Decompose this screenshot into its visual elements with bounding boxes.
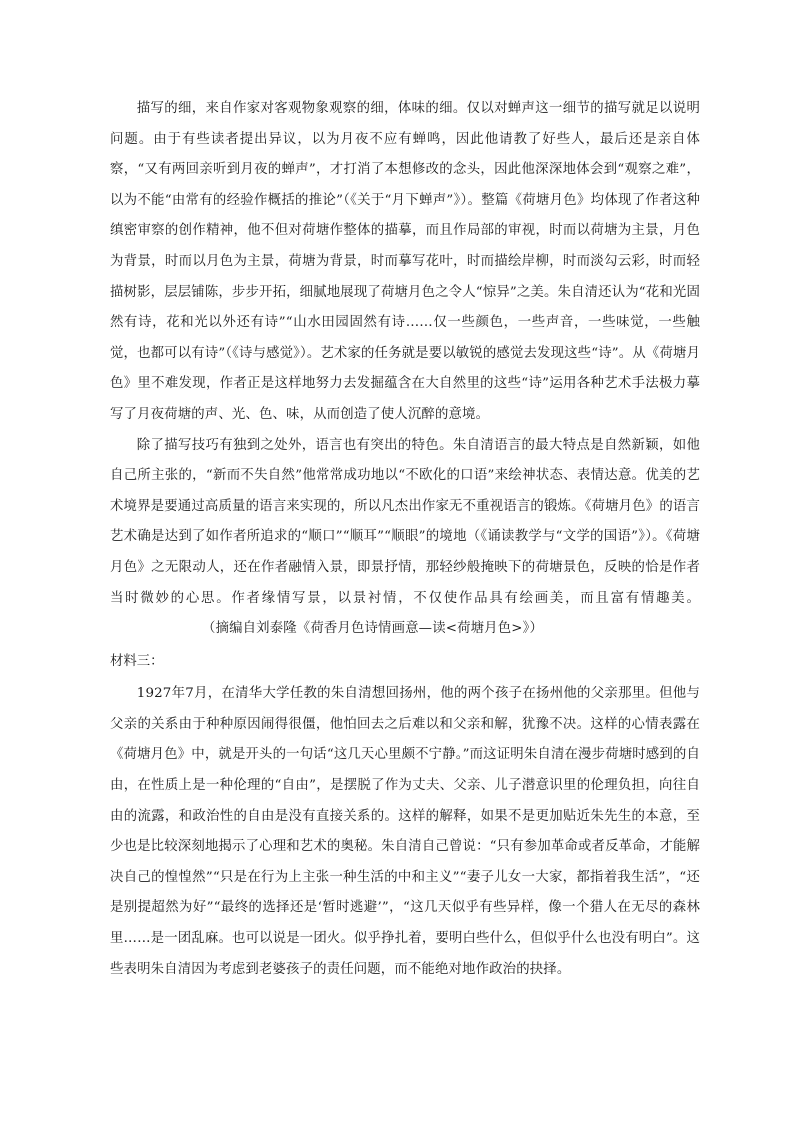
material-2-paragraph-1: 描写的细，来自作家对客观物象观察的细，体味的细。仅以对蝉声这一细节的描写就足以说明问题。由于有些读者提出异议，以为月夜不应有蝉鸣，因此他请教了好些人，最后还是亲自体察，“又有两回亲听到月夜的蝉声”，才打消了本想修改的念头，因此他深深地体会到“观察之难”，以为不能“由常有的经验作概括的推论”（《关于“月下蝉声”》）。整篇《荷塘月色》均体现了作者这种缜密审察的创作精神，他不但对荷塘作整体的描摹，而且作局部的审视，时而以荷塘为主景，月色为背景，时而以月色为主景，荷塘为背景，时而摹写花叶，时而描绘岸柳，时而淡勾云彩，时而轻描树影，层层铺陈，步步开拓，细腻地展现了荷塘月色之令人“惊异”之美。朱自清还认为“花和光固然有诗，花和光以外还有诗”“山水田园固然有诗……仅一些颜色，一些声音，一些味觉，一些触觉，也都可以有诗”（《诗与感觉》）。艺术家的任务就是要以敏锐的感觉去发现这些“诗”。从《荷塘月色》里不难发现，作者正是这样地努力去发掘蕴含在大自然里的这些“诗”运用各种艺术手法极力摹写了月夜荷塘的声、光、色、味，从而创造了使人沉醉的意境。 [110, 101, 700, 422]
material-2-paragraph-2-text: 除了描写技巧有独到之处外，语言也有突出的特色。朱自清语言的最大特点是自然新颖，如他自己所主张的，“新而不失自然”他常常成功地以“不欧化的口语”来绘神状态、表情达意。优美的艺术境界是要通过高质量的语言来实现的，所以凡杰出作家无不重视语言的锻炼。《荷塘月色》的语言艺术确是达到了如作者所追求的“顺口”“顺耳”“顺眼”的境地（《诵读教学与“文学的国语”》）。《荷塘月色》之无限动人，还在作者融情入景，即景抒情，那轻纱般掩映下的荷塘景色，反映的恰是作者当时微妙的心思。作者缘情写景，以景衬情，不仅使作品具有绘画美，而且富有情趣美。 [110, 437, 700, 606]
material-3-paragraph-1: 1927年7月，在清华大学任教的朱自清想回扬州，他的两个孩子在扬州他的父亲那里。但他与父亲的关系由于种种原因闹得很僵，他怕回去之后难以和父亲和解，犹豫不决。这样的心情表露在《荷塘月色》中，就是开头的一句话“这几天心里颇不宁静。”而这证明朱自清在漫步荷塘时感到的自由，在性质上是一种伦理的“自由”，是摆脱了作为丈夫、父亲、儿子潜意识里的伦理负担，向往自由的流露，和政治性的自由是没有直接关系的。这样的解释，如果不是更加贴近朱先生的本意，至少也是比较深刻地揭示了心理和艺术的奥秘。朱自清自己曾说：“只有参加革命或者反革命，才能解决自己的惶惶然”“只是在行为上主张一种生活的中和主义”“妻子儿女一大家，都指着我生活”，“还是别提超然为好”“最终的选择还是‘暂时逃避’”，“这几天似乎有些异样，像一个猎人在无尽的森林里……是一团乱麻。也可以说是一团火。似乎挣扎着，要明白些什么，但似乎什么也没有明白”。这些表明朱自清因为考虑到老婆孩子的责任问题，而不能绝对地作政治的抉择。 [110, 686, 700, 977]
document-page [110, 94, 700, 985]
material-3-label: 材料三： [110, 653, 164, 669]
source-citation: （摘编自刘泰隆《荷香月色诗情画意—读<荷塘月色>》） [202, 621, 544, 637]
material-2-paragraph-2 [110, 431, 700, 645]
